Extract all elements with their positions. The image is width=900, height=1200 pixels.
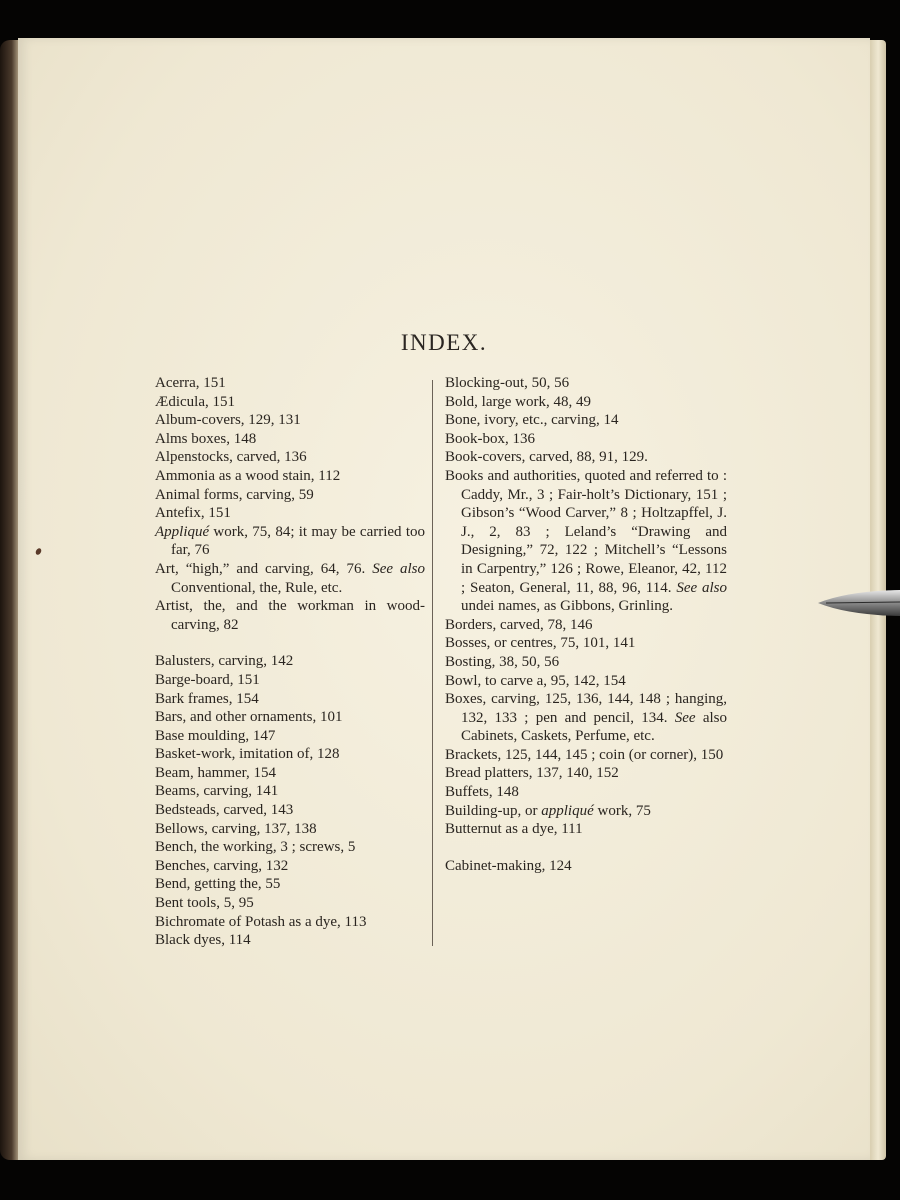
pen-nib-icon	[818, 588, 900, 618]
index-entry-text: Books and authorities, quoted and referred to : Caddy, Mr., 3 ; Fair-holt’s Dictionary, 151 ; Gibson’s “Wood Carver,” 8 ; Holtzapffel, J. J., 2, 83 ; Leland’s “Drawing and Designing,” 72, 122 ; Mitchell’s “Lessons in Carpentry,” 126 ; Rowe, Eleanor, 42, 112 ; Seaton, General, 11, 88, 96, 114.	[445, 467, 727, 596]
index-entry-text: Black dyes, 114	[155, 932, 251, 949]
index-entry	[445, 448, 727, 467]
index-entry-text: Book-box, 136	[445, 430, 535, 447]
column-divider	[432, 380, 433, 946]
index-entry-text: Bellows, carving, 137, 138	[155, 820, 317, 837]
index-entry	[155, 597, 425, 634]
index-entry-text: work, 75	[593, 802, 651, 819]
index-entry	[445, 672, 727, 691]
index-entry	[155, 486, 425, 505]
index-entry	[445, 802, 727, 821]
index-entry-text: Bichromate of Potash as a dye, 113	[155, 913, 367, 930]
index-entry	[155, 690, 425, 709]
index-entry-text: Benches, carving, 132	[155, 857, 289, 874]
index-entry-text: Ædicula, 151	[155, 393, 235, 410]
index-entry	[155, 764, 425, 783]
index-entry	[445, 746, 727, 765]
index-entry	[155, 745, 425, 764]
index-entry	[445, 820, 727, 839]
index-entry	[155, 374, 425, 393]
index-entry	[155, 875, 425, 894]
index-entry-text: Album-covers, 129, 131	[155, 412, 301, 429]
index-entry-text: Alpenstocks, carved, 136	[155, 449, 307, 466]
index-entry	[155, 894, 425, 913]
index-entry	[155, 838, 425, 857]
index-entry	[445, 374, 727, 393]
index-entry	[445, 616, 727, 635]
index-entry-text: Ammonia as a wood stain, 112	[155, 467, 341, 484]
index-entry	[155, 671, 425, 690]
index-column-left	[155, 374, 425, 950]
index-entry-text: work, 75, 84; it may be carried too far, 76	[171, 523, 425, 559]
index-entry	[445, 764, 727, 783]
index-entry-text: Book-covers, carved, 88, 91, 129.	[445, 449, 648, 466]
index-entry-text: Artist, the, and the workman in wood-carving, 82	[155, 598, 425, 633]
index-entry-text: Building-up, or	[445, 802, 542, 819]
index-entry-text: Borders, carved, 78, 146	[445, 616, 593, 633]
index-entry-text: Barge-board, 151	[155, 671, 260, 688]
index-entry	[155, 393, 425, 412]
index-entry-text: Bold, large work, 48, 49	[445, 393, 591, 410]
index-entry-text: Beam, hammer, 154	[155, 764, 277, 781]
index-entry	[155, 560, 425, 597]
index-entry	[155, 931, 425, 950]
index-entry-italic: appliqué	[541, 802, 594, 819]
index-entry-text: Bars, and other ornaments, 101	[155, 709, 343, 726]
index-entry-italic: See also	[676, 579, 727, 596]
index-entry-text: undei names, as Gibbons, Grinling.	[461, 598, 674, 615]
index-entry	[445, 411, 727, 430]
index-entry	[155, 504, 425, 523]
index-entry-text: Conventional, the, Rule, etc.	[171, 579, 343, 596]
index-entry-text: Brackets, 125, 144, 145 ; coin (or corner), 150	[445, 746, 724, 763]
book-page	[18, 38, 870, 1160]
index-entry-text: Antefix, 151	[155, 505, 231, 522]
index-entry-italic: See	[674, 709, 696, 726]
index-entry-text: Blocking-out, 50, 56	[445, 375, 570, 391]
index-entry	[155, 448, 425, 467]
index-entry	[445, 690, 727, 746]
index-entry-text: Bosses, or centres, 75, 101, 141	[445, 635, 636, 652]
index-entry	[155, 782, 425, 801]
index-entry-text: Bend, getting the, 55	[155, 876, 281, 893]
index-column-right	[445, 374, 727, 875]
index-entry-text: Bench, the working, 3 ; screws, 5	[155, 839, 356, 856]
index-entry	[155, 857, 425, 876]
index-entry-italic: See also	[372, 560, 425, 577]
index-entry-text: Buffets, 148	[445, 784, 519, 801]
index-entry-text: Art, “high,” and carving, 64, 76.	[155, 560, 373, 577]
index-entry	[155, 727, 425, 746]
index-entry-text: Beams, carving, 141	[155, 783, 279, 800]
index-entry	[445, 430, 727, 449]
index-entry-text: Alms boxes, 148	[155, 430, 257, 447]
index-entry-text: Bowl, to carve a, 95, 142, 154	[445, 672, 626, 689]
page-title: INDEX.	[400, 330, 488, 355]
index-entry	[445, 393, 727, 412]
index-entry	[155, 467, 425, 486]
index-entry-text: Basket-work, imitation of, 128	[155, 746, 340, 763]
index-entry	[445, 467, 727, 616]
index-entry	[155, 708, 425, 727]
index-entry-text: Cabinet-making, 124	[445, 857, 572, 874]
index-entry	[155, 430, 425, 449]
index-entry-text: Butternut as a dye, 111	[445, 821, 583, 838]
index-entry-text: Bedsteads, carved, 143	[155, 802, 294, 819]
index-entry	[445, 634, 727, 653]
index-entry	[155, 411, 425, 430]
index-entry-text: Base moulding, 147	[155, 727, 276, 744]
index-entry-italic: Appliqué	[155, 523, 210, 540]
index-entry	[445, 783, 727, 802]
index-entry	[445, 857, 727, 876]
index-entry	[155, 801, 425, 820]
index-entry-text: Acerra, 151	[155, 375, 226, 391]
index-entry-text: Bark frames, 154	[155, 690, 259, 707]
index-entry-text: Bread platters, 137, 140, 152	[445, 765, 619, 782]
index-entry	[445, 653, 727, 672]
index-entry-text: Boxes, carving, 125, 136, 144, 148 ; hanging, 132, 133 ; pen and pencil, 134.	[445, 691, 727, 726]
index-entry-text: Bosting, 38, 50, 56	[445, 653, 560, 670]
index-entry-text: Balusters, carving, 142	[155, 653, 294, 670]
index-entry-text: Bone, ivory, etc., carving, 14	[445, 412, 619, 429]
index-entry-text: Animal forms, carving, 59	[155, 486, 314, 503]
index-entry	[155, 913, 425, 932]
index-entry	[155, 523, 425, 560]
index-entry	[155, 652, 425, 671]
index-entry	[155, 820, 425, 839]
index-entry-text: Bent tools, 5, 95	[155, 895, 254, 912]
index-entry-text: also Cabinets, Caskets, Perfume, etc.	[461, 709, 727, 745]
